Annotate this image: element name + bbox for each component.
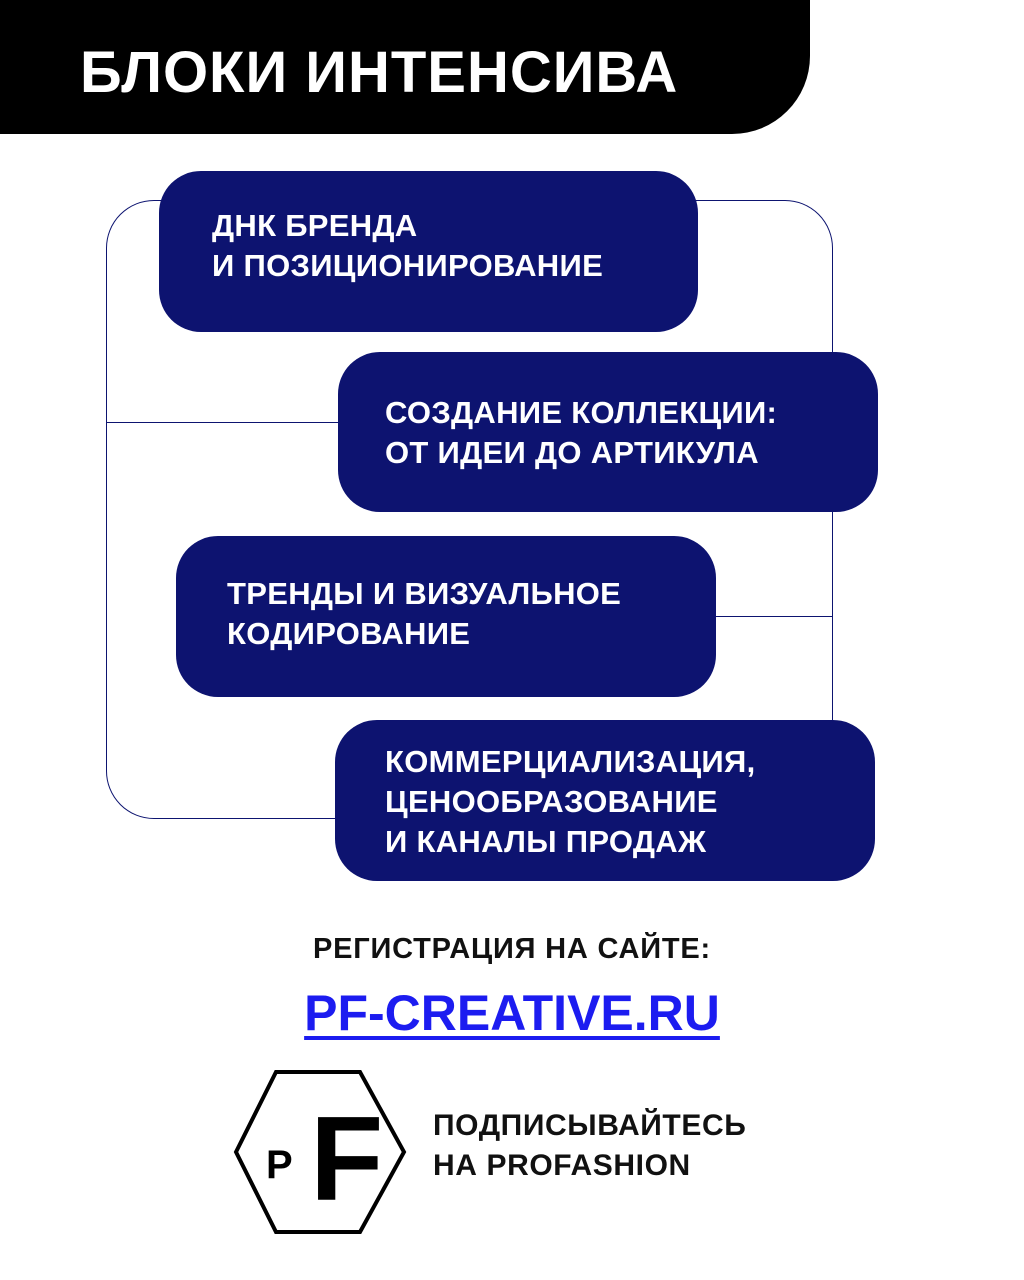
block-line: ОТ ИДЕИ ДО АРТИКУЛА <box>385 435 759 470</box>
connector-line-right <box>710 616 833 617</box>
connector-line-left <box>106 422 346 423</box>
logo-letter-p: P <box>266 1143 293 1187</box>
block-collection-creation <box>338 352 878 512</box>
logo-letter-f: F <box>310 1092 384 1226</box>
block-line: КОДИРОВАНИЕ <box>227 616 471 651</box>
block-commercialization <box>335 720 875 881</box>
hexagon-logo-icon[interactable] <box>232 1068 408 1236</box>
block-line: ДНК БРЕНДА <box>212 208 418 243</box>
block-trends <box>176 536 716 697</box>
block-line: СОЗДАНИЕ КОЛЛЕКЦИИ: <box>385 395 778 430</box>
subscribe-line: НА PROFASHION <box>433 1149 691 1182</box>
subscribe-text <box>433 1106 746 1186</box>
block-brand-dna <box>159 171 698 332</box>
block-line: ЦЕНООБРАЗОВАНИЕ <box>385 784 718 819</box>
block-line: И КАНАЛЫ ПРОДАЖ <box>385 824 707 859</box>
registration-label: РЕГИСТРАЦИЯ НА САЙТЕ: <box>312 933 712 965</box>
block-line: КОММЕРЦИАЛИЗАЦИЯ, <box>385 744 756 779</box>
subscribe-line: ПОДПИСЫВАЙТЕСЬ <box>433 1109 747 1142</box>
block-line: И ПОЗИЦИОНИРОВАНИЕ <box>212 248 604 283</box>
header-bar <box>0 0 810 134</box>
block-line: ТРЕНДЫ И ВИЗУАЛЬНОЕ <box>227 576 622 611</box>
page-title: БЛОКИ ИНТЕНСИВА <box>80 40 679 105</box>
registration-link[interactable]: PF-CREATIVE.RU <box>304 985 720 1041</box>
